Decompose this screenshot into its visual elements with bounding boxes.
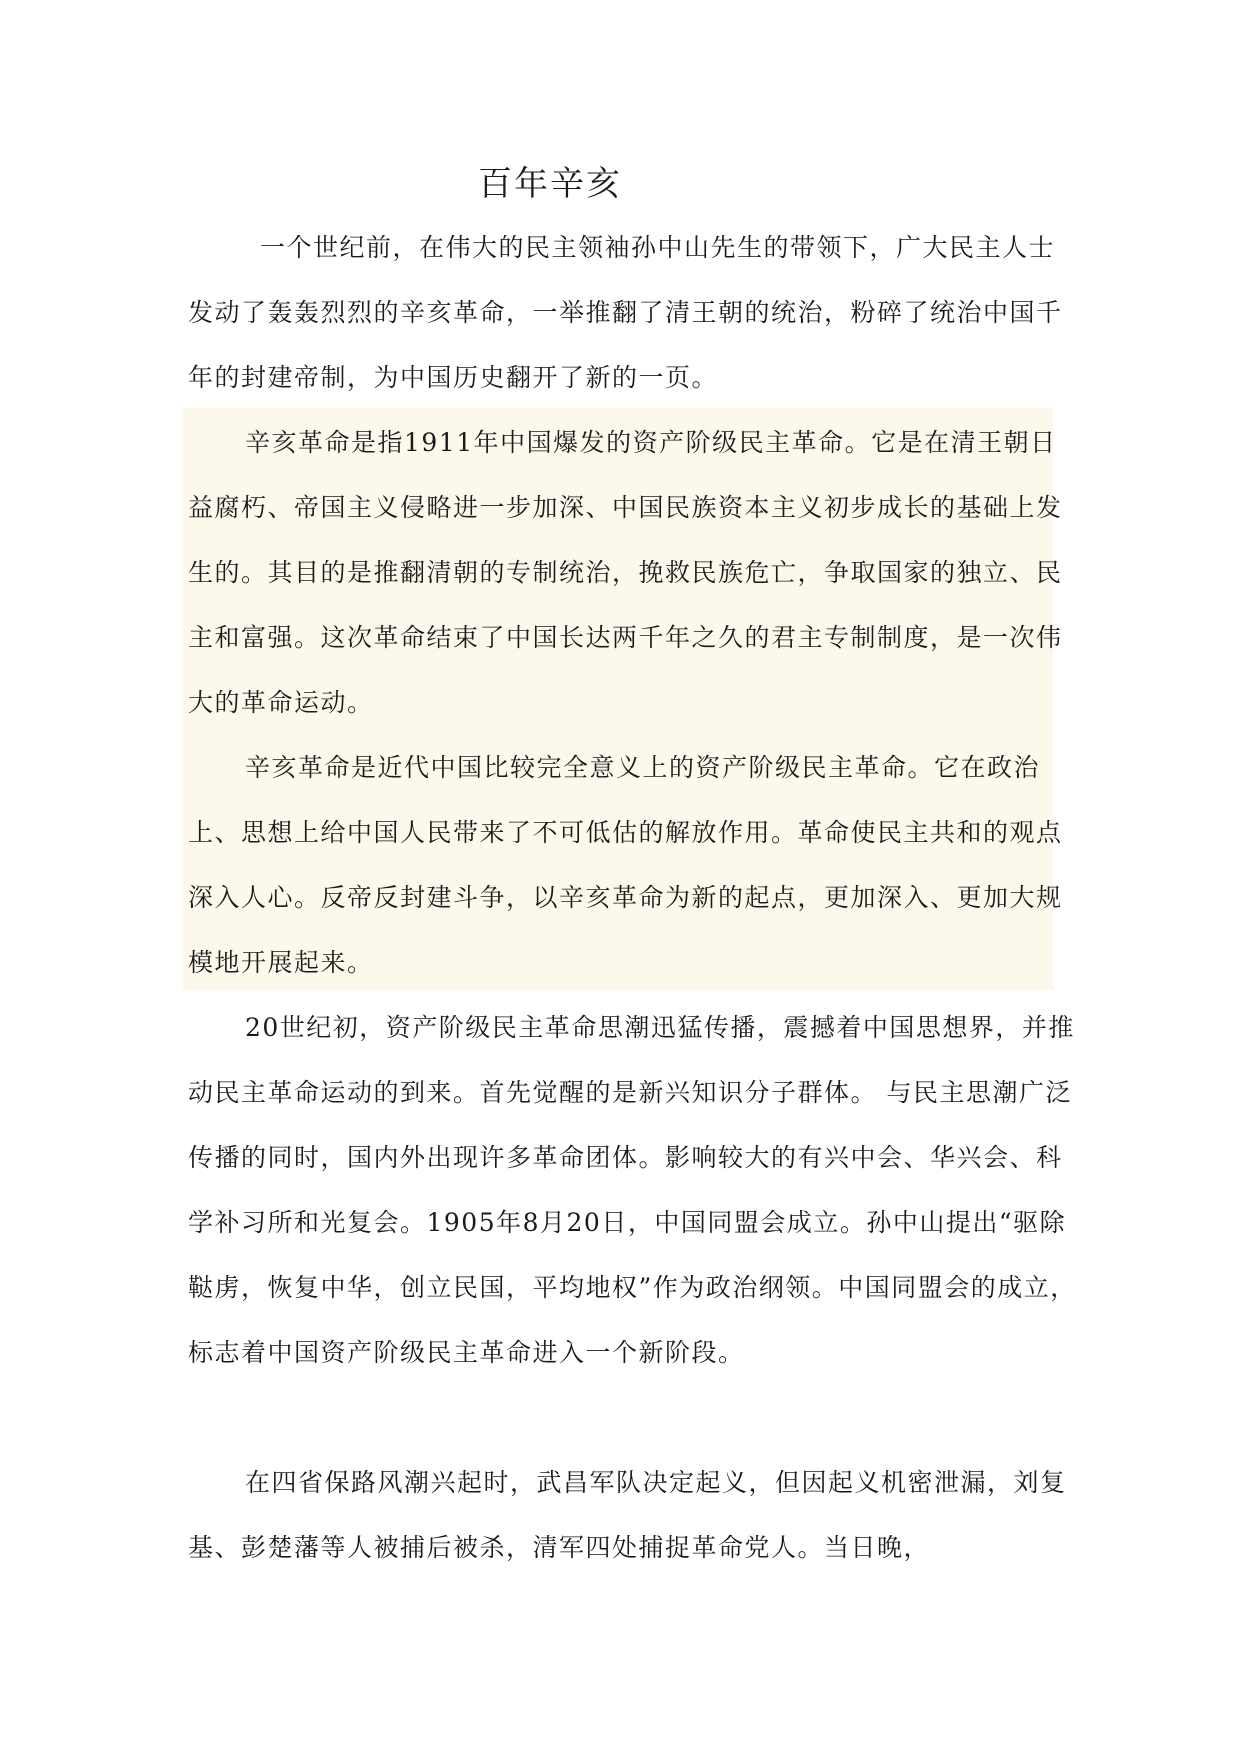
paragraph-definition: 辛亥革命是指1911年中国爆发的资产阶级民主革命。它是在清王朝日益腐朽、帝国主义侵略进一步加深、中国民族资本主义初步成长的基础上发生的。其目的是推翻清朝的专制统治，挽救民族危亡，争取国家的独立、民主和富强。这次革命结束了中国长达两千年之久的君主专制制度，是一次伟大的革命运动。 bbox=[188, 428, 1063, 717]
paragraph-background: 20世纪初，资产阶级民主革命思潮迅猛传播，震撼着中国思想界，并推动民主革命运动的到来。首先觉醒的是新兴知识分子群体。 与民主思潮广泛传播的同时，国内外出现许多革命团体。影响较大的有兴中会、华兴会、科学补习所和光复会。1905年8月20日，中国同盟会成立。孙中山提出“驱除鞑虏，恢复中华，创立民国，平均地权”作为政治纲领。中国同盟会的成立，标志着中国资产阶级民主革命进入一个新阶段。 bbox=[188, 1013, 1077, 1367]
paragraph-wuchang: 在四省保路风潮兴起时，武昌军队决定起义，但因起义机密泄漏，刘复基、彭楚藩等人被捕后被杀，清军四处捕捉革命党人。当日晚， bbox=[188, 1468, 1067, 1562]
paragraph-significance: 辛亥革命是近代中国比较完全意义上的资产阶级民主革命。它在政治上、思想上给中国人民带来了不可低估的解放作用。革命使民主共和的观点深入人心。反帝反封建斗争，以辛亥革命为新的起点，更加深入、更加大规模地开展起来。 bbox=[188, 753, 1063, 977]
paragraph-intro: 一个世纪前，在伟大的民主领袖孙中山先生的带领下，广大民主人士发动了轰轰烈烈的辛亥革命，一举推翻了清王朝的统治，粉碎了统治中国千年的封建帝制，为中国历史翻开了新的一页。 bbox=[188, 233, 1063, 392]
document-title: 百年辛亥 bbox=[478, 164, 622, 204]
